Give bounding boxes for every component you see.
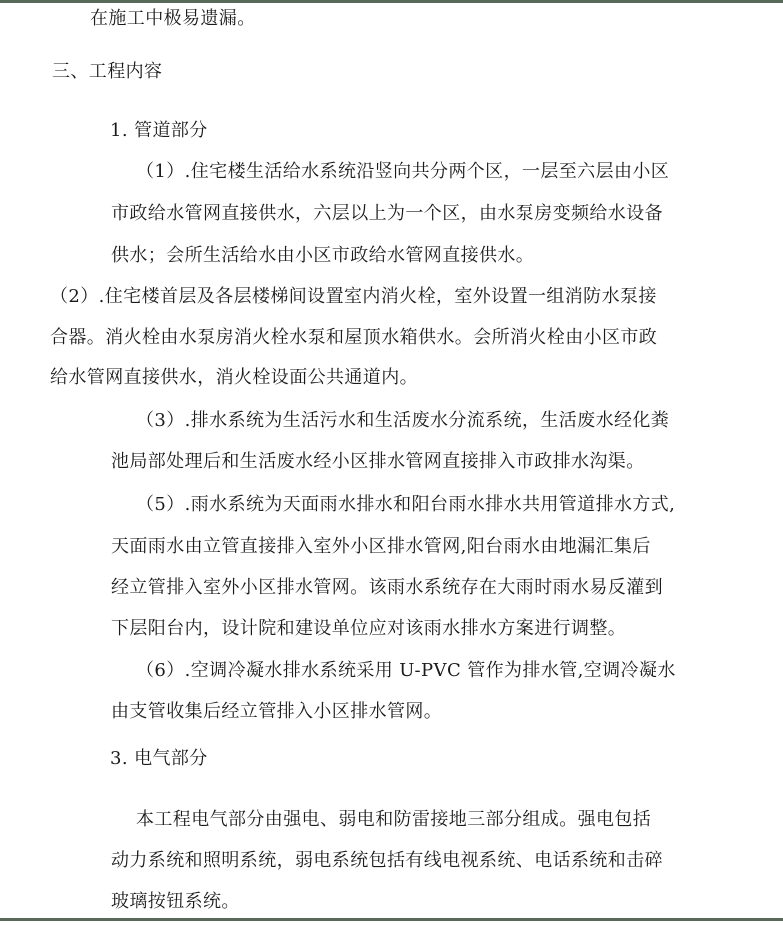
text-line-17: 由支管收集后经立管排入小区排水管网。 xyxy=(111,701,443,722)
text-line-20: 动力系统和照明系统，弱电系统包括有线电视系统、电话系统和击碎 xyxy=(111,850,663,871)
subsection-heading-piping: 1. 管道部分 xyxy=(110,120,208,141)
text-line-13: 天面雨水由立管直接排入室外小区排水管网,阳台雨水由地漏汇集后 xyxy=(111,536,651,557)
text-line-06: 供水；会所生活给水由小区市政给水管网直接供水。 xyxy=(111,245,535,266)
text-line-08: 合器。消火栓由水泵房消火栓水泵和屋顶水箱供水。会所消火栓由小区市政 xyxy=(50,327,658,348)
text-line-12: （5）.雨水系统为天面雨水排水和阳台雨水排水共用管道排水方式, xyxy=(136,494,676,515)
text-line-09: 给水管网直接供水，消火栓设面公共通道内。 xyxy=(50,367,418,388)
bottom-border xyxy=(0,918,783,921)
text-line-15: 下层阳台内，设计院和建设单位应对该雨水排水方案进行调整。 xyxy=(111,618,627,639)
text-line-19: 本工程电气部分由强电、弱电和防雷接地三部分组成。强电包括 xyxy=(136,809,652,830)
text-line-11: 池局部处理后和生活废水经小区排水管网直接排入市政排水沟渠。 xyxy=(111,451,645,472)
text-line-05: 市政给水管网直接供水，六层以上为一个区，由水泵房变频给水设备 xyxy=(111,203,663,224)
text-line-01: 在施工中极易遗漏。 xyxy=(90,8,256,29)
text-line-10: （3）.排水系统为生活污水和生活废水分流系统，生活废水经化粪 xyxy=(136,410,670,431)
text-line-04: （1）.住宅楼生活给水系统沿竖向共分两个区，一层至六层由小区 xyxy=(136,161,670,182)
subsection-heading-electrical: 3. 电气部分 xyxy=(110,748,208,769)
text-line-21: 玻璃按钮系统。 xyxy=(111,891,240,912)
text-line-16: （6）.空调冷凝水排水系统采用 U-PVC 管作为排水管,空调冷凝水 xyxy=(136,660,676,681)
top-border xyxy=(0,0,783,3)
text-line-07: （2）.住宅楼首层及各层楼梯间设置室内消火栓，室外设置一组消防水泵接 xyxy=(50,286,657,307)
text-line-14: 经立管排入室外小区排水管网。该雨水系统存在大雨时雨水易反灌到 xyxy=(111,577,663,598)
section-heading-project-content: 三、工程内容 xyxy=(52,61,163,82)
